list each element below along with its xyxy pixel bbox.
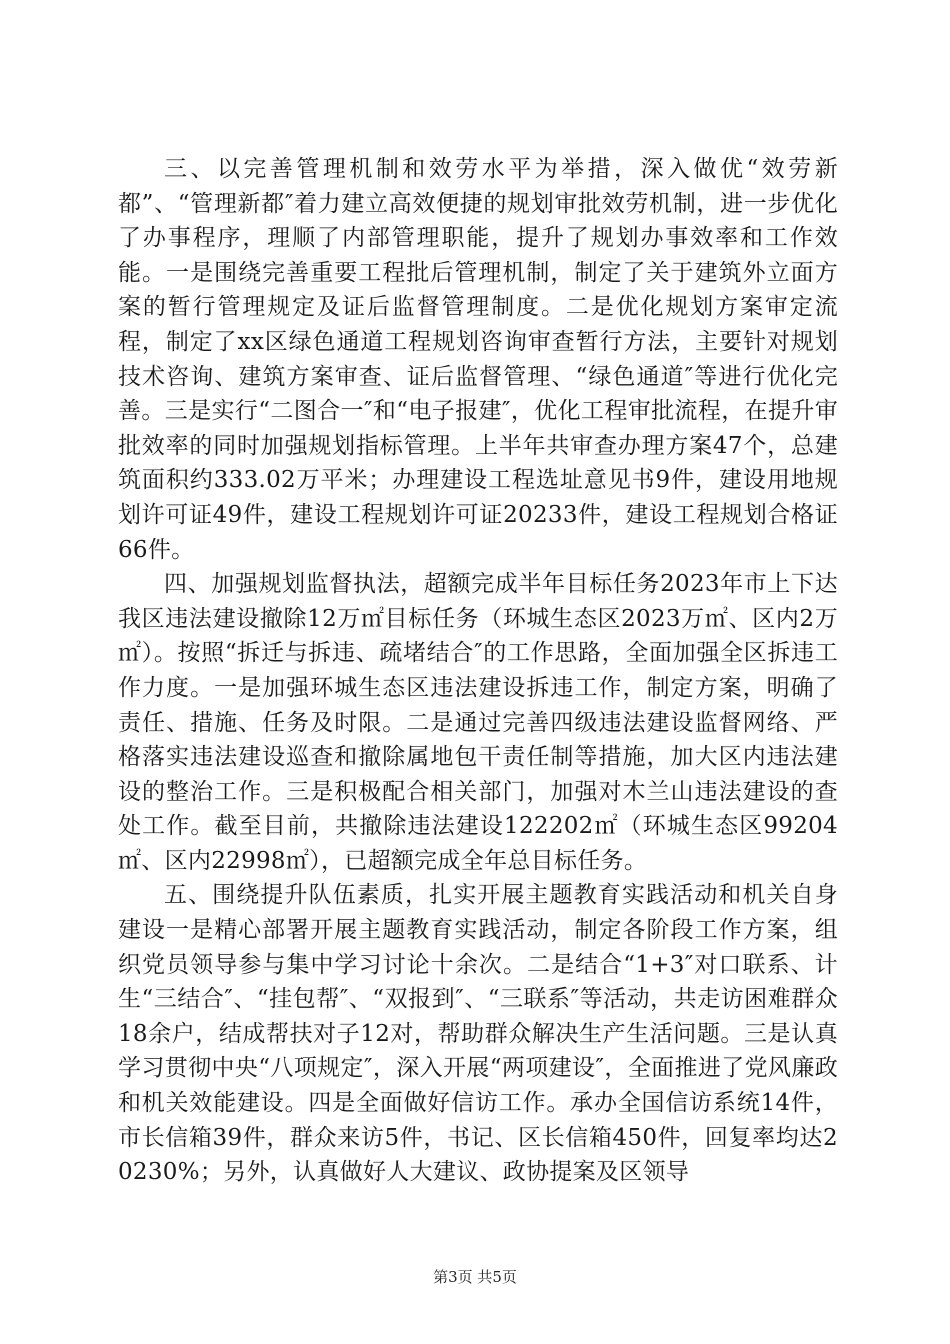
- document-body: [118, 152, 838, 1190]
- page-number-footer: 第3页 共5页: [433, 1268, 517, 1286]
- paragraph-planning-mechanism: 三、以完善管理机制和效劳水平为举措，深入做优“效劳新都”、“管理新都″着力建立高效便捷的规划审批效劳机制，进一步优化了办事程序，理顺了内部管理职能，提升了规划办事效率和工作效能。一是围绕完善重要工程批后管理机制，制定了关于建筑外立面方案的暂行管理规定及证后监督管理制度。二是优化规划方案审定流程，制定了xx区绿色通道工程规划咨询审查暂行方法，主要针对规划技术咨询、建筑方案审查、证后监督管理、“绿色通道″等进行优化完善。三是实行“二图合一″和“电子报建″，优化工程审批流程，在提升审批效率的同时加强规划指标管理。上半年共审查办理方案47个，总建筑面积约333.02万平米；办理建设工程选址意见书9件，建设用地规划许可证49件，建设工程规划许可证20233件，建设工程规划合格证66件。: [118, 156, 838, 563]
- paragraph-enforcement: 四、加强规划监督执法，超额完成半年目标任务2023年市上下达我区违法建设撤除12万㎡目标任务（环城生态区2023万㎡、区内2万㎡）。按照“拆迁与拆违、疏堵结合″的工作思路，全面加强全区拆违工作力度。一是加强环城生态区违法建设拆违工作，制定方案，明确了责任、措施、任务及时限。二是通过完善四级违法建设监督网络、严格落实违法建设巡查和撤除属地包干责任制等措施，加大区内违法建设的整治工作。三是积极配合相关部门，加强对木兰山违法建设的查处工作。截至目前，共撤除违法建设122202㎡（环城生态区99204㎡、区内22998㎡），已超额完成全年总目标任务。: [118, 571, 838, 874]
- paragraph-team-building: 五、围绕提升队伍素质，扎实开展主题教育实践活动和机关自身建设一是精心部署开展主题教育实践活动，制定各阶段工作方案，组织党员领导参与集中学习讨论十余次。二是结合“1+3″对口联系、计生“三结合″、“挂包帮″、“双报到″、“三联系″等活动，共走访困难群众18余户，结成帮扶对子12对，帮助群众解决生产生活问题。三是认真学习贯彻中央“八项规定″，深入开展“两项建设″，全面推进了党风廉政和机关效能建设。四是全面做好信访工作。承办全国信访系统14件，市长信箱39件，群众来访5件，书记、区长信箱450件，回复率均达20230%；另外，认真做好人大建议、政协提案及区领导: [118, 882, 838, 1186]
